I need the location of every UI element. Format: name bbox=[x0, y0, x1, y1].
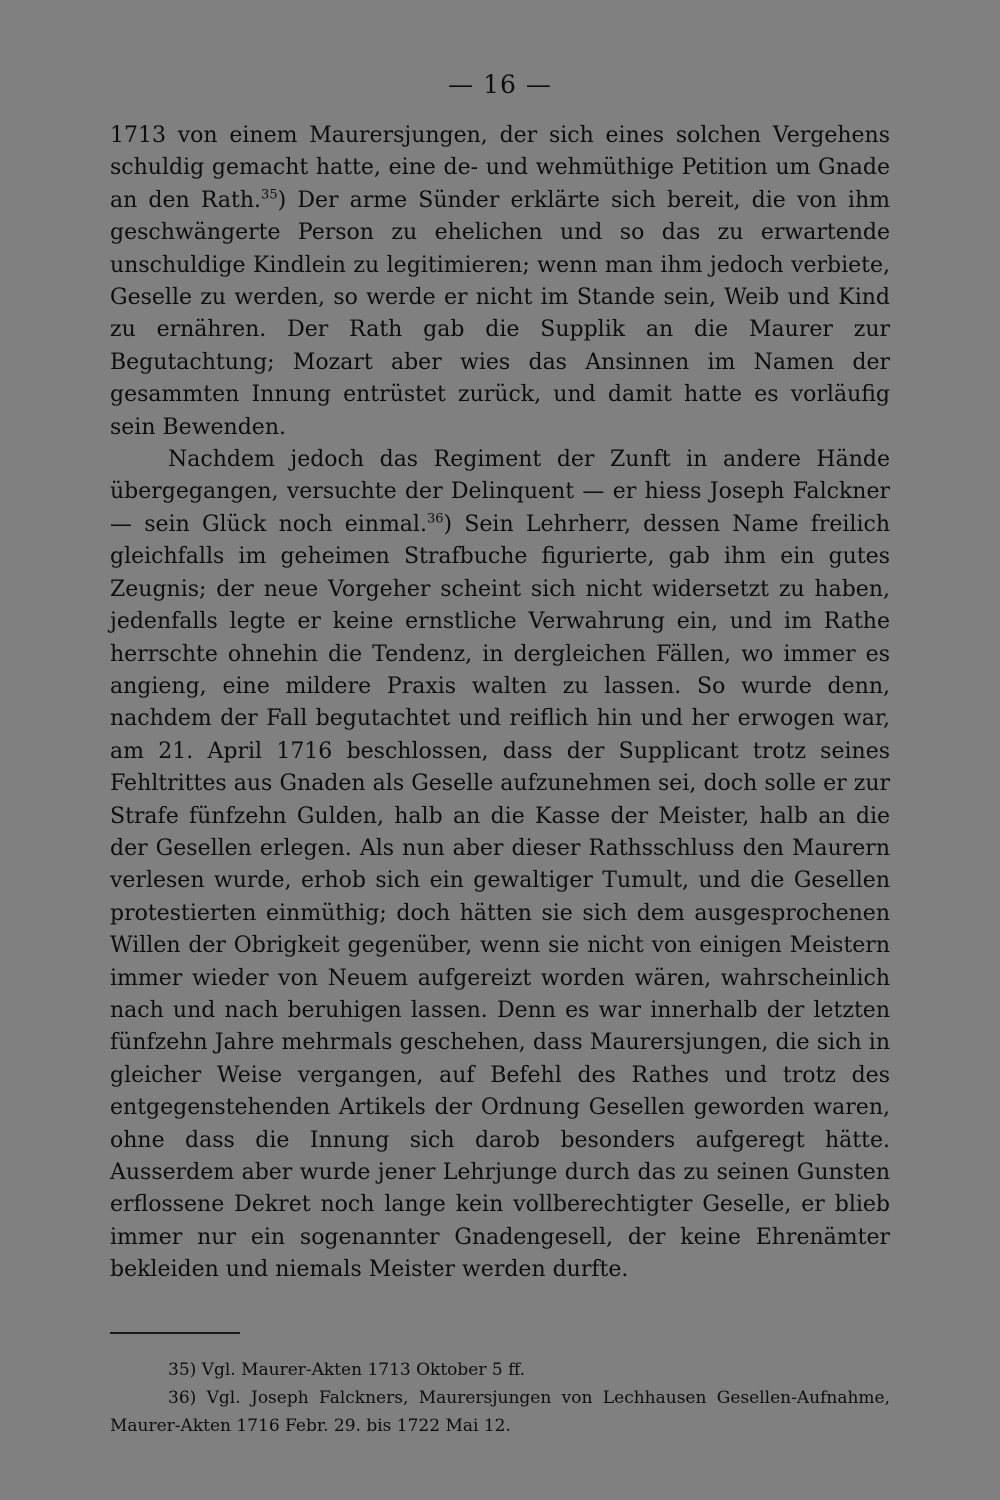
paragraph-2-text-a: Nachdem jedoch das Regiment der Zunft in andere Hände übergegangen, versuchte der Delinquent — er hiess Joseph Falckner — sein Glück noch einmal. bbox=[110, 447, 890, 537]
page-number: — 16 — bbox=[448, 70, 552, 99]
body-text bbox=[110, 120, 890, 1287]
footnote-35: 35) Vgl. Maurer-Akten 1713 Oktober 5 ff. bbox=[168, 1359, 525, 1380]
paragraph-1 bbox=[110, 120, 890, 444]
paragraph-1-text-b: ) Der arme Sünder erklärte sich bereit, die von ihm geschwängerte Person zu ehelichen und so das zu erwartende unschuldige Kindlein zu legitimieren; wenn man ihm jedoch verbiete, Geselle zu werden, so werde er nicht im Stande sein, Weib und Kind zu ernähren. Der Rath gab die Supplik an die Maurer zur Begutachtung; Mozart aber wies das Ansinnen im Namen der gesammten Innung entrüstet zurück, und damit hatte es vorläufig sein Bewenden. bbox=[110, 187, 890, 440]
footnote-ref-36[interactable]: 36 bbox=[426, 511, 444, 527]
footnotes bbox=[110, 1356, 890, 1440]
footnote-separator bbox=[110, 1332, 240, 1334]
page bbox=[110, 70, 890, 1440]
footnote-36: 36) Vgl. Joseph Falckners, Maurersjungen von Lechhausen Gesellen-Aufnahme, Maurer-Akten 1716 Febr. 29. bis 1722 Mai 12. bbox=[110, 1387, 890, 1436]
paragraph-1-text-a: 1713 von einem Maurersjungen, der sich eines solchen Vergehens schuldig gemacht hatte, eine de- und wehmüthige Petition um Gnade an den Rath. bbox=[110, 123, 890, 213]
paragraph-2-text-b: ) Sein Lehrherr, dessen Name freilich gleichfalls im geheimen Strafbuche figurierte, gab ihm ein gutes Zeugnis; der neue Vorgeher scheint sich nicht widersetzt zu haben, jedenfalls legte er keine ernstliche Verwahrung ein, und im Rathe herrschte ohnehin die Tendenz, in dergleichen Fällen, wo immer es angieng, eine mildere Praxis walten zu lassen. So wurde denn, nachdem der Fall begutachtet und reiflich hin und her erwogen war, am 21. April 1716 beschlossen, dass der Supplicant trotz seines Fehltrittes aus Gnaden als Geselle aufzunehmen sei, doch solle er zur Strafe fünfzehn Gulden, halb an die Kasse der Meister, halb an die der Gesellen erlegen. Als nun aber dieser Rathsschluss den Maurern verlesen wurde, erhob sich ein gewaltiger Tumult, und die Gesellen protestierten einmüthig; doch hätten sie sich dem ausgesprochenen Willen der Obrigkeit gegenüber, wenn sie nicht von einigen Meistern immer wieder von Neuem aufgereizt worden wären, wahrscheinlich nach und nach beruhigen lassen. Denn es war innerhalb der letzten fünfzehn Jahre mehrmals geschehen, dass Maurersjungen, die sich in gleicher Weise vergangen, auf Befehl des Rathes und trotz des entgegenstehenden Artikels der Ordnung Gesellen geworden waren, ohne dass die Innung sich darob besonders aufgeregt hätte. Ausserdem aber wurde jener Lehrjunge durch das zu seinen Gunsten erflossene Dekret noch lange kein vollberechtigter Geselle, er blieb immer nur ein sogenannter Gnadengesell, der keine Ehrenämter bekleiden und niemals Meister werden durfte. bbox=[110, 511, 890, 1283]
footnote-ref-35[interactable]: 35 bbox=[261, 187, 278, 203]
paragraph-2 bbox=[110, 444, 890, 1287]
